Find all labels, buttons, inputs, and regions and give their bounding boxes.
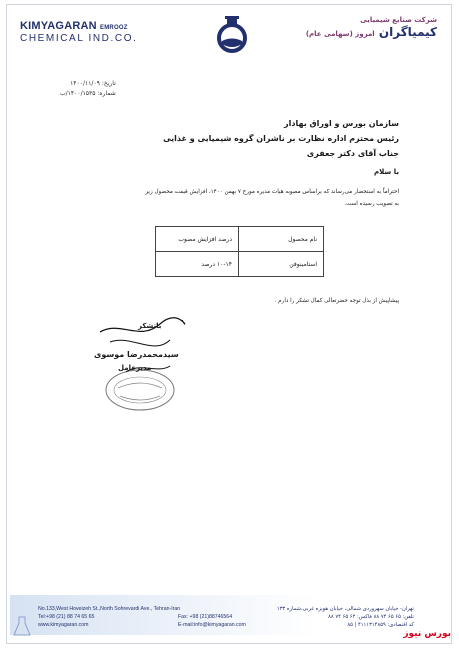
brand-en-main: KIMYAGARAN — [20, 20, 97, 32]
footer-fa-code: کد اقتصادی: ۴۱۱۱۳۱۴۸۵۹ | ۸۵ — [347, 622, 414, 628]
footer-en-fax: Fax: +98 (21)88746564 — [178, 614, 233, 620]
footer-english — [38, 605, 246, 629]
brand-en — [20, 20, 180, 44]
table-header-product: نام محصول — [239, 227, 324, 252]
footer-fa-address: تهران- خیابان سهروردی شمالی، خیابان هویزه غربی،شماره ۱۳۳ — [276, 606, 414, 612]
address-line-3: جناب آقای دکتر جعفری — [306, 149, 399, 158]
footer-en-web[interactable]: www.kimyagaran.com — [38, 622, 89, 628]
table-row — [156, 252, 324, 277]
brand-en-small: EMROOZ — [100, 25, 128, 31]
product-table — [155, 226, 324, 277]
table-header-increase: درصد افزایش مصوب — [156, 227, 239, 252]
footer-persian — [277, 605, 414, 629]
brand-fa — [297, 16, 437, 39]
signature-thanks: باتشکر — [138, 322, 162, 330]
letter-footer — [0, 575, 459, 648]
address-line-2: رئیس محترم اداره نظارت بر ناشران گروه شیمیایی و غذایی — [163, 134, 399, 143]
flask-logo-icon — [212, 14, 252, 54]
greeting: با سلام — [373, 168, 399, 176]
brand-en-sub: CHEMICAL IND.CO. — [20, 33, 138, 44]
letter-number: شماره: ۱۴۰۰/۱۵۳۵/ب — [60, 90, 116, 97]
footer-en-email[interactable]: E-mail:info@kimyagaran.com — [178, 622, 246, 628]
address-block — [163, 116, 399, 161]
brand-fa-small: شرکت صنایع شیمیایی — [360, 16, 437, 24]
signature-title: مدیرعامل — [118, 364, 152, 372]
table-cell-increase: ۱۰-۱۴ درصد — [156, 252, 239, 277]
table-cell-product: استامینوفن — [239, 252, 324, 277]
bourse-news-watermark: بورس نیوز — [403, 629, 451, 639]
brand-fa-sub: امروز (سهامی عام) — [305, 30, 375, 38]
closing-line: پیشاپیش از بذل توجه حضرتعالی کمال تشکر را دارم . — [274, 298, 399, 304]
signature-name: سیدمحمدرضا موسوی — [94, 350, 179, 359]
footer-en-address: No.133,West Hoveizeh St.,North Sohrevardi Ave., Tehran-Iran — [38, 606, 181, 612]
letter-date: تاریخ: ۱۴۰۰/۱۱/۰۹ — [70, 80, 116, 87]
letter-meta — [60, 80, 116, 100]
body-line-2: به تصویب رسیده است. — [344, 201, 399, 207]
footer-flask-icon — [12, 615, 32, 639]
footer-fa-phone: تلفن: ۶۵ ۶۵ ۷۴ ۸۸ فاکس: ۶۴ ۶۵ ۷۴ ۸۸ — [328, 614, 414, 620]
brand-fa-main: کیمیاگران — [378, 25, 437, 39]
footer-en-tel: Tel:+98 (21) 88 74 65 65 — [38, 614, 95, 620]
table-header-row — [156, 227, 324, 252]
letter-body — [69, 186, 399, 210]
address-line-1: سازمان بورس و اوراق بهادار — [284, 119, 399, 128]
body-line-1: احتراماً به استحضار می‌رساند که براساس مصوبه هیات مدیره مورخ ۷ بهمن ۱۴۰۰، افزایش قیمت محصول زیر — [145, 189, 399, 195]
